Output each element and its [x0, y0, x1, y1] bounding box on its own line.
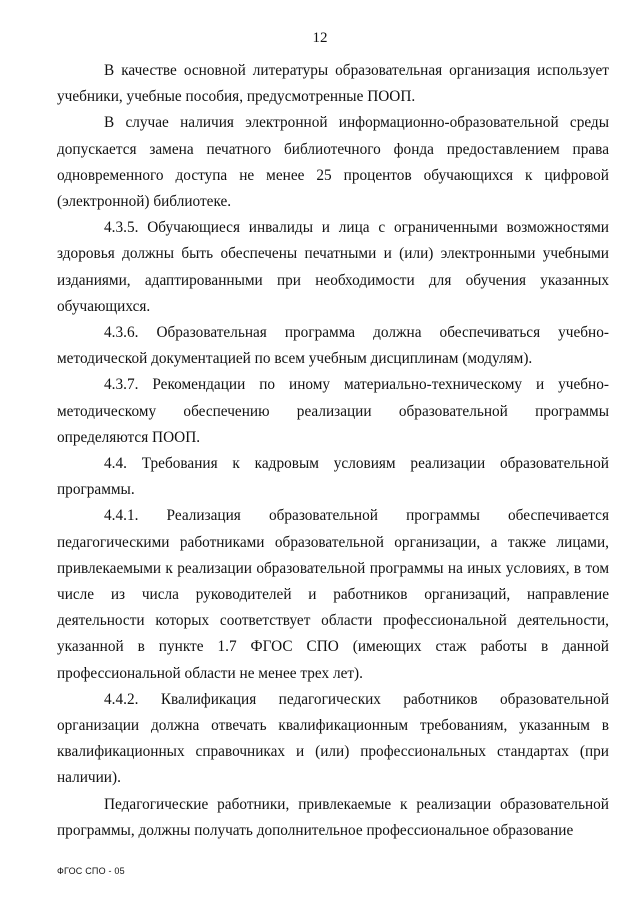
- paragraph-4-4-1: 4.4.1. Реализация образовательной программы обеспечивается педагогическими работниками образовательной организации, а также лицами, привлекаемыми к реализации образовательной программы на иных условиях, в том числе из числа руководителей и работников организаций, направление деятельности которых соответствует области профессиональной деятельности, указанной в пункте 1.7 ФГОС СПО (имеющих стаж работы в данной профессиональной области не менее трех лет).: [57, 507, 609, 682]
- paragraph-4-4-2: 4.4.2. Квалификация педагогических работников образовательной организации должна отвечать квалификационным требованиям, указанным в квалификационных справочниках и (или) профессиональных стандартах (при наличии).: [57, 690, 609, 787]
- paragraph-electronic-library: В случае наличия электронной информационно-образовательной среды допускается замена печатного библиотечного фонда предоставлением права одновременного доступа не менее 25 процентов обучающихся к цифровой (электронной) библиотеке.: [57, 114, 609, 211]
- footer-document-code: ФГОС СПО - 05: [57, 866, 125, 876]
- paragraph-4-3-6: 4.3.6. Образовательная программа должна обеспечиваться учебно-методической документацией по всем учебным дисциплинам (модулям).: [57, 324, 609, 368]
- paragraph-teachers-training: Педагогические работники, привлекаемые к реализации образовательной программы, должны получать дополнительное профессиональное образование: [57, 795, 609, 839]
- paragraph-4-3-5: 4.3.5. Обучающиеся инвалиды и лица с ограниченными возможностями здоровья должны быть обеспечены печатными и (или) электронными учебными изданиями, адаптированными при необходимости для обучения указанных обучающихся.: [57, 219, 609, 315]
- document-body: [57, 58, 609, 844]
- paragraph-main-literature: В качестве основной литературы образовательная организация использует учебники, учебные пособия, предусмотренные ПООП.: [57, 62, 609, 106]
- paragraph-4-3-7: 4.3.7. Рекомендации по иному материально-техническому и учебно-методическому обеспечению реализации образовательной программы определяются ПООП.: [57, 376, 609, 446]
- page-number: 12: [312, 30, 328, 46]
- paragraph-4-4: 4.4. Требования к кадровым условиям реализации образовательной программы.: [57, 455, 609, 499]
